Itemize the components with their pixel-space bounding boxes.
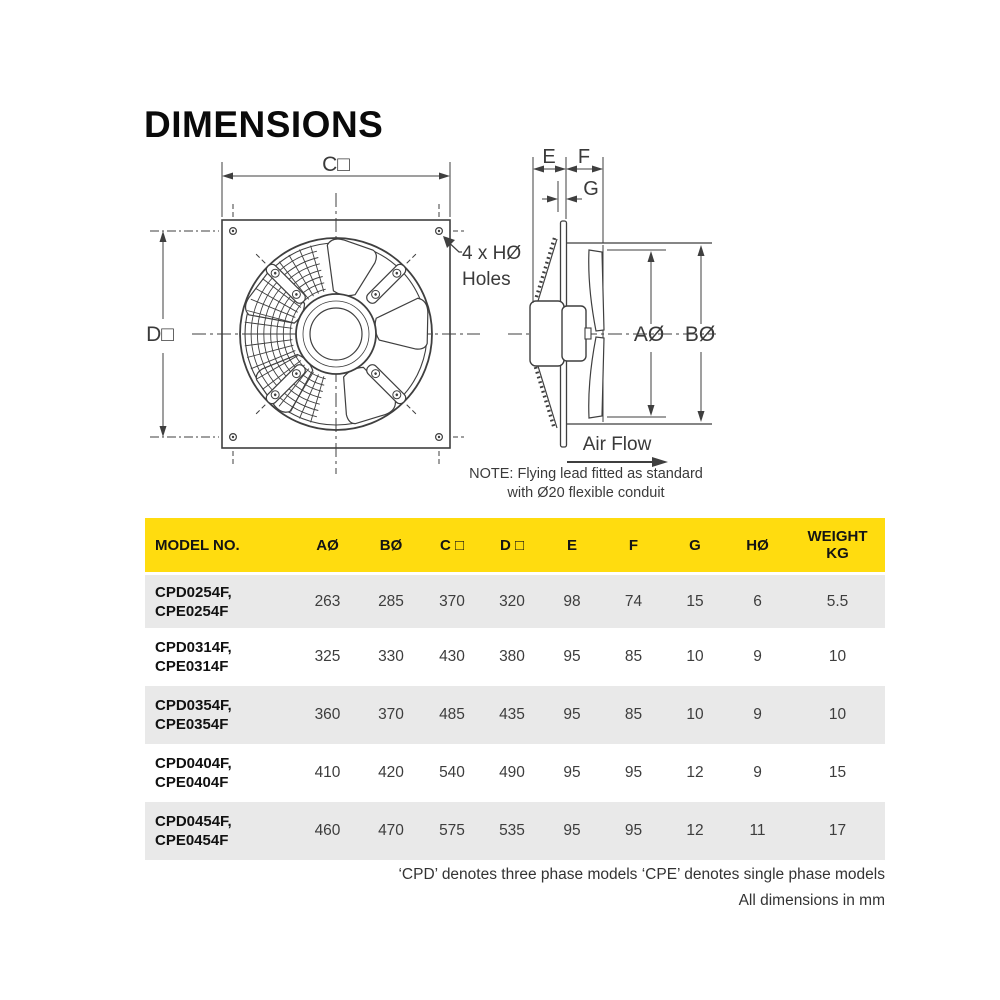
cell-e: 95	[563, 648, 581, 665]
cell-model: CPD0454F, CPE0454F	[155, 813, 232, 849]
dimension-c-label: C□	[322, 153, 350, 176]
cell-h: 9	[753, 648, 762, 665]
cell-g: 12	[686, 822, 704, 839]
note-line1: NOTE: Flying lead fitted as standard	[469, 466, 703, 482]
cell-h: 11	[749, 822, 766, 839]
table-header-row	[145, 518, 885, 572]
holes-label-line2: Holes	[462, 269, 511, 290]
fan-front-view	[146, 153, 521, 474]
cell-a: 360	[314, 706, 341, 723]
cell-b: 285	[378, 592, 404, 610]
holes-leader-line	[443, 236, 462, 252]
cell-model: CPD0404F, CPE0404F	[155, 755, 232, 791]
blade-side-upper	[589, 250, 604, 331]
cell-e: 95	[563, 764, 581, 781]
column-header-b: BØ	[379, 536, 403, 554]
cell-model: CPD0314F, CPE0314F	[155, 639, 232, 675]
cell-b: 470	[378, 822, 404, 839]
cell-d: 535	[499, 822, 525, 839]
cell-g: 15	[686, 592, 704, 610]
cell-g: 10	[686, 648, 704, 665]
column-header-model: MODEL NO.	[155, 536, 240, 554]
dimension-g-label: G	[583, 178, 599, 200]
fan-side-view	[508, 146, 716, 467]
cell-a: 410	[314, 764, 341, 781]
cell-a: 263	[314, 592, 341, 610]
cell-f: 85	[624, 648, 643, 665]
column-header-h: HØ	[746, 536, 769, 554]
table-row	[145, 628, 885, 686]
cell-b: 370	[378, 706, 404, 723]
motor-shaft	[585, 328, 591, 339]
cell-d: 490	[499, 764, 525, 781]
holes-label-line1: 4 x HØ	[462, 243, 522, 264]
cell-c: 430	[439, 648, 465, 665]
table-row	[145, 744, 885, 802]
cell-b: 330	[378, 648, 404, 665]
table-row	[145, 802, 885, 860]
column-header-a: AØ	[316, 536, 339, 554]
table-body	[145, 575, 885, 860]
cell-weight: 5.5	[826, 592, 849, 610]
cell-d: 320	[499, 592, 525, 610]
cell-weight: 10	[828, 706, 847, 723]
cell-c: 485	[439, 706, 465, 723]
cell-model: CPD0354F, CPE0354F	[155, 697, 232, 733]
motor-front	[562, 306, 586, 361]
footnote-units: All dimensions in mm	[738, 892, 885, 909]
cell-weight: 17	[828, 822, 847, 839]
dimension-d-label: D□	[146, 323, 174, 346]
cell-weight: 15	[828, 764, 847, 781]
dimension-b-label: BØ	[684, 323, 716, 346]
cell-model: CPD0254F, CPE0254F	[155, 583, 232, 620]
column-header-g: G	[689, 536, 701, 554]
cell-e: 98	[563, 592, 581, 610]
column-header-f: F	[628, 536, 639, 554]
footnote-models: ‘CPD’ denotes three phase models ‘CPE’ denotes single phase models	[398, 866, 885, 883]
cell-f: 95	[624, 764, 643, 781]
cell-weight: 10	[828, 648, 847, 665]
dimension-a-label: AØ	[633, 323, 665, 346]
air-flow-label: Air Flow	[582, 434, 652, 455]
column-header-e: E	[566, 536, 577, 554]
dimension-f-label: F	[577, 146, 591, 168]
cell-d: 435	[499, 706, 525, 723]
cell-e: 95	[563, 706, 581, 723]
cell-h: 6	[753, 592, 762, 610]
cell-a: 460	[314, 822, 341, 839]
cell-h: 9	[753, 764, 762, 781]
dimension-e-label: E	[542, 146, 556, 168]
cell-c: 575	[439, 822, 465, 839]
dimension-g	[542, 181, 582, 212]
column-header-d: D □	[499, 536, 525, 554]
cell-f: 74	[624, 592, 643, 610]
cell-c: 370	[439, 592, 465, 610]
column-header-c: C □	[439, 536, 465, 554]
cell-b: 420	[378, 764, 404, 781]
cell-g: 10	[686, 706, 704, 723]
page-title: DIMENSIONS	[144, 104, 384, 145]
cell-e: 95	[563, 822, 581, 839]
table-row	[145, 686, 885, 744]
dimensions-table	[145, 518, 885, 860]
table-row	[145, 575, 885, 628]
cell-a: 325	[314, 648, 341, 665]
cell-d: 380	[499, 648, 525, 665]
note-line2: with Ø20 flexible conduit	[507, 485, 665, 501]
blade-side-lower	[589, 337, 604, 418]
motor-body	[530, 301, 564, 366]
footnotes	[145, 862, 885, 914]
cell-g: 12	[686, 764, 704, 781]
cell-c: 540	[439, 764, 465, 781]
cell-h: 9	[753, 706, 762, 723]
cell-f: 85	[624, 706, 643, 723]
cell-f: 95	[624, 822, 643, 839]
column-header-weight: WEIGHT KG	[807, 528, 868, 562]
fan-hub	[296, 294, 376, 374]
